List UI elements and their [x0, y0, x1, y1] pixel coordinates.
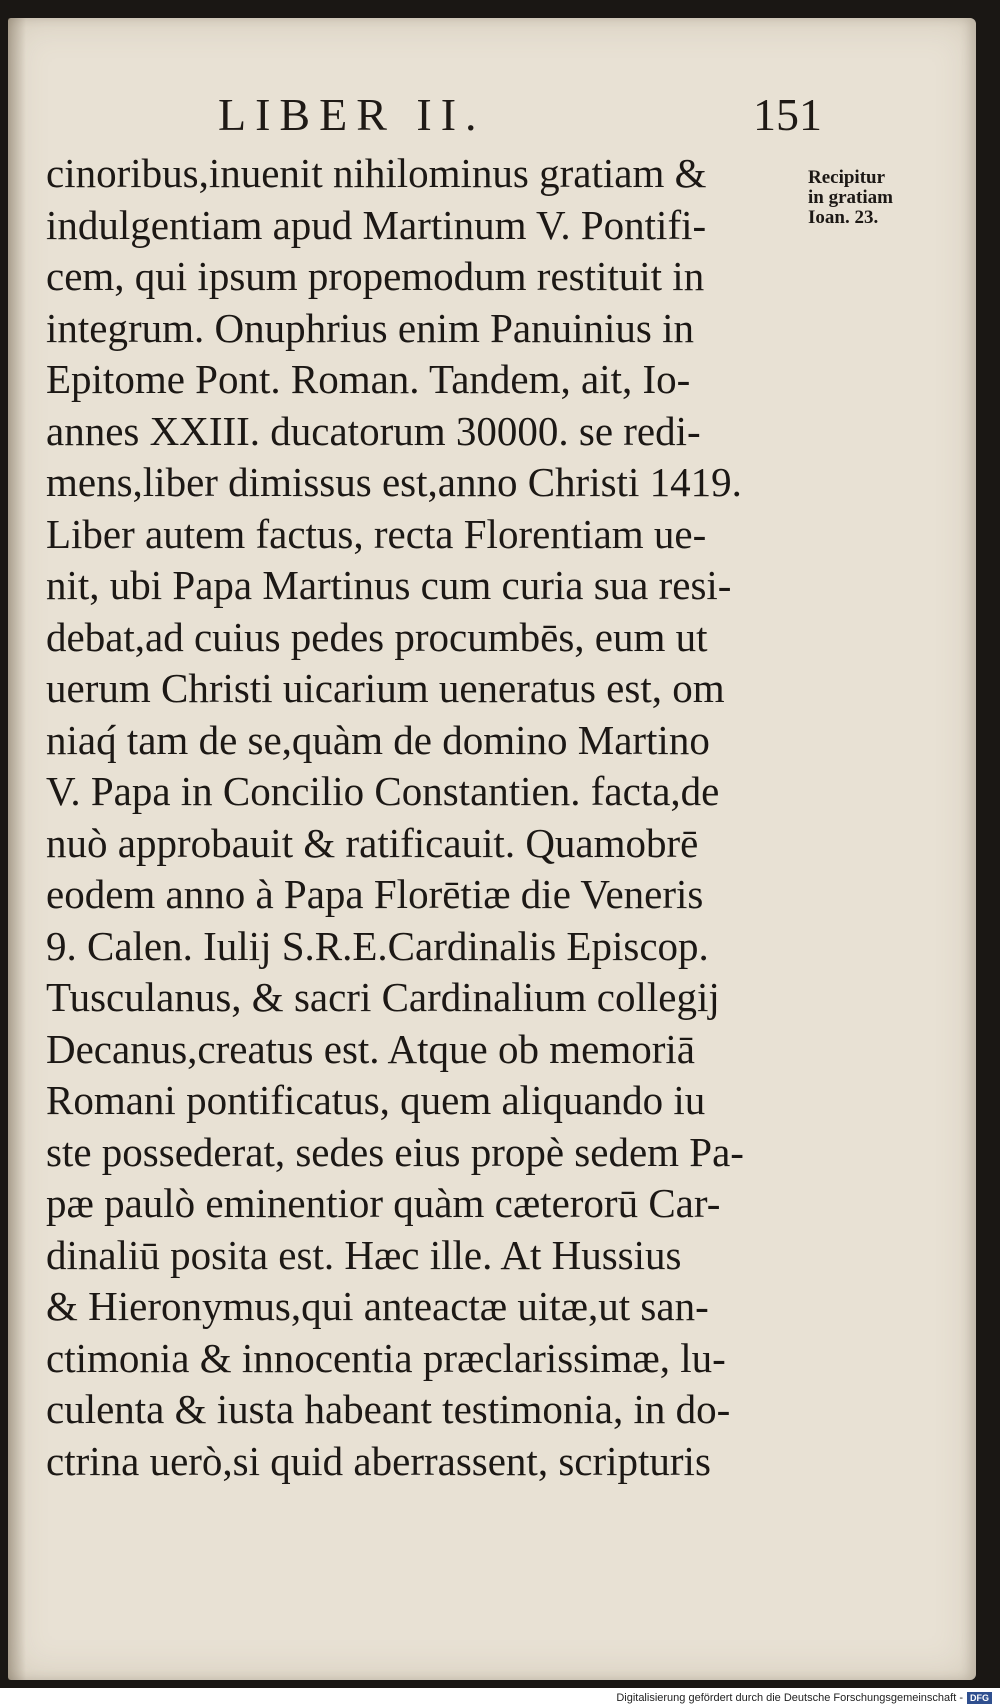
text-line: niaq́ tam de se,quàm de domino Martino [46, 716, 710, 763]
text-line: debat,ad cuius pedes procumbēs, eum ut [46, 613, 708, 660]
marginal-note-line: Ioan. 23. [808, 207, 879, 228]
running-head-title: LIBER II. [218, 89, 486, 140]
text-line: dinaliū posita est. Hæc ille. At Hussius [46, 1231, 682, 1278]
text-line: nuò approbauit & ratificauit. Quamobrē [46, 819, 699, 866]
text-line: mens,liber dimissus est,anno Christi 1419. [46, 459, 742, 505]
dfg-logo: DFG [967, 1692, 992, 1704]
credit-text: Digitalisierung gefördert durch die Deutsche Forschungsgemeinschaft - [616, 1692, 963, 1704]
text-line: nit, ubi Papa Martinus cum curia sua resi- [46, 562, 732, 608]
marginal-note-line: in gratiam [808, 187, 893, 208]
text-line: cinoribus,inuenit nihilominus gratiam & [46, 150, 707, 196]
marginal-note-line: Recipitur [808, 167, 886, 188]
text-line: annes XXIII. ducatorum 30000. se redi- [46, 407, 701, 454]
text-line: indulgentiam apud Martinum V. Pontifi- [46, 201, 707, 248]
text-line: integrum. Onuphrius enim Panuinius in [46, 304, 694, 351]
text-line: Epitome Pont. Roman. Tandem, ait, Io- [46, 356, 691, 402]
text-line: pæ paulò eminentior quàm cæterorū Car- [46, 1180, 721, 1226]
text-line: cem, qui ipsum propemodum restituit in [46, 253, 705, 299]
text-line: eodem anno à Papa Florētiæ die Veneris [46, 871, 704, 917]
marginal-note [808, 168, 968, 228]
text-line: Decanus,creatus est. Atque ob memoriā [46, 1025, 695, 1072]
text-line: Tusculanus, & sacri Cardinalium collegij [46, 974, 720, 1020]
text-line: culenta & iusta habeant testimonia, in do- [46, 1386, 731, 1432]
page-number: 151 [753, 89, 822, 140]
text-line: ctimonia & innocentia præclarissimæ, lu- [46, 1334, 726, 1381]
text-line: Romani pontificatus, quem aliquando iu [46, 1077, 706, 1123]
text-line: & Hieronymus,qui anteactæ uitæ,ut san- [46, 1283, 709, 1329]
body-text [46, 148, 806, 1487]
digitization-credit [616, 1691, 992, 1705]
text-line: V. Papa in Concilio Constantien. facta,de [46, 768, 720, 814]
text-line: uerum Christi uicarium ueneratus est, om [46, 665, 725, 711]
text-line: 9. Calen. Iulij S.R.E.Cardinalis Episcop. [46, 922, 709, 969]
text-line: ctrina uerò,si quid aberrassent, scripturis [46, 1437, 711, 1484]
text-line: ste possederat, sedes eius propè sedem Pa- [46, 1128, 744, 1175]
book-page [8, 18, 976, 1680]
page-gutter-shadow [8, 18, 26, 1680]
running-head [218, 88, 822, 148]
text-line: Liber autem factus, recta Florentiam ue- [46, 510, 707, 557]
